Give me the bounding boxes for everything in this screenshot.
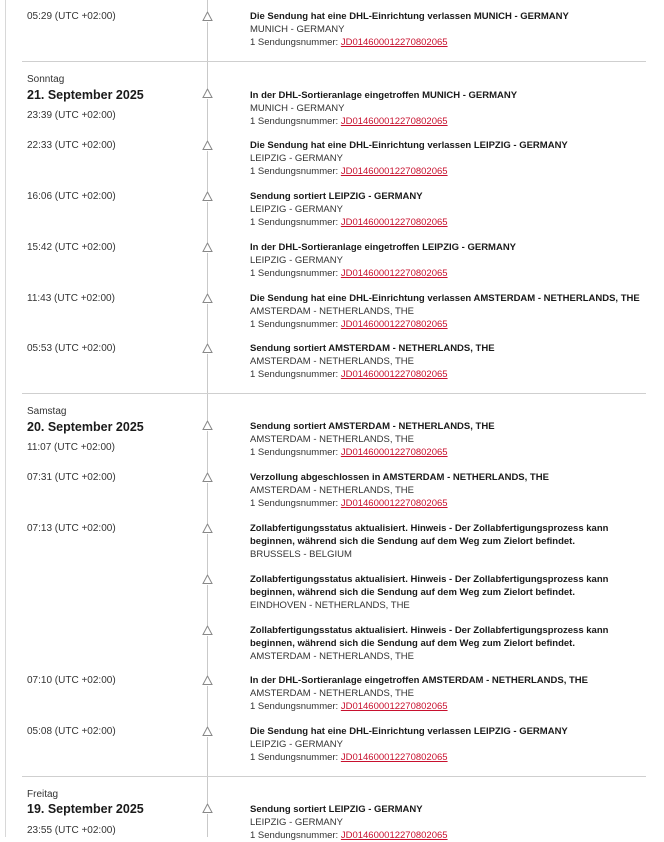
event-time: 23:39 (UTC +02:00) [27,110,116,121]
triangle-marker-icon [202,140,213,151]
event-location: AMSTERDAM - NETHERLANDS, THE [250,306,414,317]
day-weekday: Sonntag [27,74,65,85]
event-title: Sendung sortiert LEIPZIG - GERMANY [250,191,423,202]
triangle-marker-icon [202,726,213,737]
tracking-number-link[interactable]: JD014600012270802065 [340,498,448,509]
triangle-marker-icon [202,191,213,202]
event-location: LEIPZIG - GERMANY [250,204,343,215]
shipment-label: 1 Sendungsnummer: [250,701,339,712]
day-separator [22,393,646,394]
tracking-number-link[interactable]: JD014600012270802065 [340,701,448,712]
tracking-number-link[interactable]: JD014600012270802065 [340,752,448,763]
day-separator [22,61,646,62]
event-title-continued: beginnen, während sich die Sendung auf dem Weg zum Zielort befindet. [250,638,575,649]
triangle-marker-icon [202,293,213,304]
shipment-line [250,446,650,459]
event-title: Sendung sortiert LEIPZIG - GERMANY [250,804,423,815]
event-time: 22:33 (UTC +02:00) [27,140,116,151]
event-title: Die Sendung hat eine DHL-Einrichtung verlassen LEIPZIG - GERMANY [250,726,568,737]
event-location: MUNICH - GERMANY [250,24,345,35]
event [250,624,650,663]
shipment-label: 1 Sendungsnummer: [250,447,339,458]
event-title-continued: beginnen, während sich die Sendung auf dem Weg zum Zielort befindet. [250,587,575,598]
event [250,139,650,178]
event-title: In der DHL-Sortieranlage eingetroffen MUNICH - GERMANY [250,90,518,101]
shipment-label: 1 Sendungsnummer: [250,319,339,330]
event-title: Sendung sortiert AMSTERDAM - NETHERLANDS, THE [250,343,495,354]
shipment-line [250,216,650,229]
shipment-line [250,829,650,842]
shipment-line [250,368,650,381]
event-title: Zollabfertigungsstatus aktualisiert. Hinweis - Der Zollabfertigungsprozess kann [250,574,609,585]
triangle-marker-icon [202,523,213,534]
triangle-marker-icon [202,343,213,354]
day-weekday: Freitag [27,789,59,800]
triangle-marker-icon [202,675,213,686]
triangle-marker-icon [202,420,213,431]
event-time: 05:29 (UTC +02:00) [27,11,116,22]
event [250,190,650,229]
event-location: BRUSSELS - BELGIUM [250,549,352,560]
day-separator [22,776,646,777]
event-title: In der DHL-Sortieranlage eingetroffen LEIPZIG - GERMANY [250,242,517,253]
event-time: 07:31 (UTC +02:00) [27,472,116,483]
event-time: 05:08 (UTC +02:00) [27,726,116,737]
event-location: AMSTERDAM - NETHERLANDS, THE [250,356,414,367]
day-date: 19. September 2025 [27,802,144,816]
event-title: Zollabfertigungsstatus aktualisiert. Hinweis - Der Zollabfertigungsprozess kann [250,625,609,636]
event-location: MUNICH - GERMANY [250,103,345,114]
event [250,803,650,842]
panel-left-border [5,0,6,837]
event [250,10,650,49]
shipment-line [250,700,650,713]
triangle-marker-icon [202,574,213,585]
event-location: EINDHOVEN - NETHERLANDS, THE [250,600,410,611]
event-time: 07:10 (UTC +02:00) [27,675,116,686]
event-title: Sendung sortiert AMSTERDAM - NETHERLANDS, THE [250,421,495,432]
event [250,420,650,459]
shipment-label: 1 Sendungsnummer: [250,116,339,127]
shipment-line [250,267,650,280]
event-time: 05:53 (UTC +02:00) [27,343,116,354]
tracking-number-link[interactable]: JD014600012270802065 [340,116,448,127]
triangle-marker-icon [202,242,213,253]
event-title: Verzollung abgeschlossen in AMSTERDAM - NETHERLANDS, THE [250,472,549,483]
event [250,674,650,713]
tracking-number-link[interactable]: JD014600012270802065 [340,37,448,48]
tracking-number-link[interactable]: JD014600012270802065 [340,447,448,458]
shipment-line [250,115,650,128]
shipment-label: 1 Sendungsnummer: [250,166,339,177]
triangle-marker-icon [202,11,213,22]
tracking-number-link[interactable]: JD014600012270802065 [340,268,448,279]
shipment-label: 1 Sendungsnummer: [250,217,339,228]
event-location: LEIPZIG - GERMANY [250,739,343,750]
shipment-label: 1 Sendungsnummer: [250,37,339,48]
event-location: AMSTERDAM - NETHERLANDS, THE [250,434,414,445]
tracking-number-link[interactable]: JD014600012270802065 [340,217,448,228]
event-location: AMSTERDAM - NETHERLANDS, THE [250,688,414,699]
event [250,522,650,561]
event-location: AMSTERDAM - NETHERLANDS, THE [250,485,414,496]
event-time: 11:43 (UTC +02:00) [27,293,115,304]
tracking-number-link[interactable]: JD014600012270802065 [340,369,448,380]
event [250,241,650,280]
triangle-marker-icon [202,803,213,814]
shipment-line [250,751,650,764]
event-location: AMSTERDAM - NETHERLANDS, THE [250,651,414,662]
event-time: 11:07 (UTC +02:00) [27,442,115,453]
timeline-line [207,0,208,837]
event [250,89,650,128]
triangle-marker-icon [202,472,213,483]
event [250,573,650,612]
tracking-number-link[interactable]: JD014600012270802065 [340,166,448,177]
tracking-number-link[interactable]: JD014600012270802065 [340,830,448,841]
event [250,342,650,381]
event-title: In der DHL-Sortieranlage eingetroffen AMSTERDAM - NETHERLANDS, THE [250,675,588,686]
shipment-line [250,36,650,49]
event-time: 16:06 (UTC +02:00) [27,191,116,202]
event-title: Die Sendung hat eine DHL-Einrichtung verlassen AMSTERDAM - NETHERLANDS, THE [250,293,640,304]
shipment-line [250,497,650,510]
tracking-number-link[interactable]: JD014600012270802065 [340,319,448,330]
shipment-label: 1 Sendungsnummer: [250,498,339,509]
shipment-label: 1 Sendungsnummer: [250,369,339,380]
event-title: Zollabfertigungsstatus aktualisiert. Hinweis - Der Zollabfertigungsprozess kann [250,523,609,534]
shipment-line [250,318,650,331]
event [250,471,650,510]
event-time: 15:42 (UTC +02:00) [27,242,116,253]
day-weekday: Samstag [27,406,67,417]
event-title: Die Sendung hat eine DHL-Einrichtung verlassen LEIPZIG - GERMANY [250,140,568,151]
event [250,292,650,331]
event-location: LEIPZIG - GERMANY [250,817,343,828]
day-date: 20. September 2025 [27,420,144,434]
triangle-marker-icon [202,625,213,636]
day-date: 21. September 2025 [27,88,144,102]
event-time: 07:13 (UTC +02:00) [27,523,116,534]
event-time: 23:55 (UTC +02:00) [27,825,116,836]
shipment-label: 1 Sendungsnummer: [250,830,339,841]
event-title-continued: beginnen, während sich die Sendung auf dem Weg zum Zielort befindet. [250,536,575,547]
event-location: LEIPZIG - GERMANY [250,255,343,266]
shipment-label: 1 Sendungsnummer: [250,268,339,279]
event [250,725,650,764]
shipment-label: 1 Sendungsnummer: [250,752,339,763]
triangle-marker-icon [202,88,213,99]
event-location: LEIPZIG - GERMANY [250,153,343,164]
shipment-line [250,165,650,178]
event-title: Die Sendung hat eine DHL-Einrichtung verlassen MUNICH - GERMANY [250,11,569,22]
